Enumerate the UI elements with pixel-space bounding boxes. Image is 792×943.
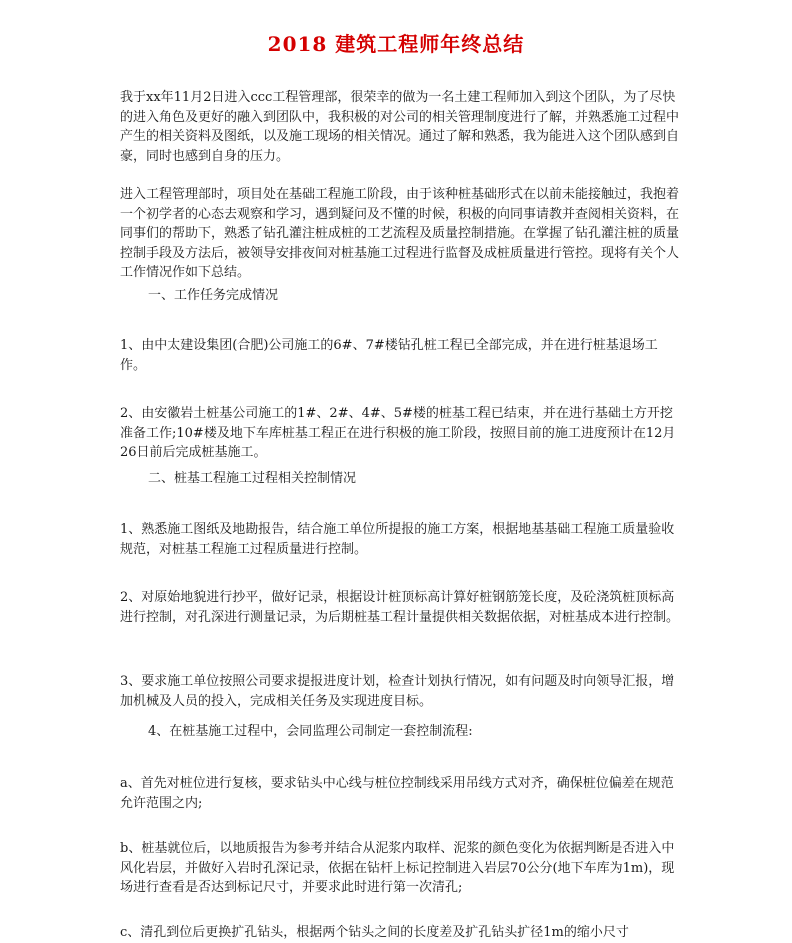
paragraph-task-2: 2、由安徽岩土桩基公司施工的1#、2#、4#、5#楼的桩基工程已结束，并在进行基础土方开挖准备工作;10#楼及地下车库桩基工程正在进行积极的施工阶段，按照目前的施工进度预计在12月26日前后完成桩基施工。 xyxy=(120,406,676,460)
paragraph-step-c: c、清孔到位后更换扩孔钻头，根据两个钻头之间的长度差及扩孔钻头扩径1m的缩小尺寸 xyxy=(120,925,629,940)
paragraph-background: 进入工程管理部时，项目处在基础工程施工阶段，由于该种桩基础形式在以前未能接触过，我抱着一个初学者的心态去观察和学习，遇到疑问及不懂的时候，积极的向同事请教并查阅相关资料，在同事们的帮助下，熟悉了钻孔灌注桩成桩的工艺流程及质量控制措施。在掌握了钻孔灌注桩的质量控制手段及方法后，被领导安排夜间对桩基施工过程进行监督及成桩质量进行管控。现将有关个人工作情况作如下总结。 xyxy=(120,187,680,280)
section-heading-process: 4、在桩基施工过程中，会同监理公司制定一套控制流程: xyxy=(148,724,473,739)
paragraph-control-2: 2、对原始地貌进行抄平，做好记录，根据设计桩顶标高计算好桩钢筋笼长度，及砼浇筑桩顶标高进行控制，对孔深进行测量记录，为后期桩基工程计量提供相关数据依据，对桩基成本进行控制。 xyxy=(120,590,680,625)
section-heading-control: 二、桩基工程施工过程相关控制情况 xyxy=(148,471,357,486)
paragraph-task-1: 1、由中太建设集团(合肥)公司施工的6#、7#楼钻孔桩工程已全部完成，并在进行桩基退场工作。 xyxy=(120,338,658,373)
paragraph-step-b: b、桩基就位后，以地质报告为参考并结合从泥浆内取样、泥浆的颜色变化为依据判断是否进入中风化岩层，并做好入岩时孔深记录，依据在钻杆上标记控制进入岩层70公分(地下车库为1m)，现场进行查看是否达到标记尺寸，并要求此时进行第一次清孔; xyxy=(120,841,675,895)
paragraph-intro: 我于xx年11月2日进入ccc工程管理部，很荣幸的做为一名土建工程师加入到这个团队，为了尽快的进入角色及更好的融入到团队中，我积极的对公司的相关管理制度进行了解，并熟悉施工过程中产生的相关资料及图纸，以及施工现场的相关情况。通过了解和熟悉，我为能进入这个团队感到自豪，同时也感到自身的压力。 xyxy=(120,90,680,164)
document-title: 2018 建筑工程师年终总结 xyxy=(267,32,525,56)
section-heading-tasks: 一、工作任务完成情况 xyxy=(148,288,279,303)
paragraph-control-1: 1、熟悉施工图纸及地勘报告，结合施工单位所提报的施工方案，根据地基基础工程施工质量验收规范，对桩基工程施工过程质量进行控制。 xyxy=(120,522,675,557)
paragraph-control-3: 3、要求施工单位按照公司要求提报进度计划，检查计划执行情况，如有问题及时向领导汇报，增加机械及人员的投入，完成相关任务及实现进度目标。 xyxy=(120,674,675,709)
paragraph-step-a: a、首先对桩位进行复核，要求钻头中心线与桩位控制线采用吊线方式对齐，确保桩位偏差在规范允许范围之内; xyxy=(120,776,674,811)
